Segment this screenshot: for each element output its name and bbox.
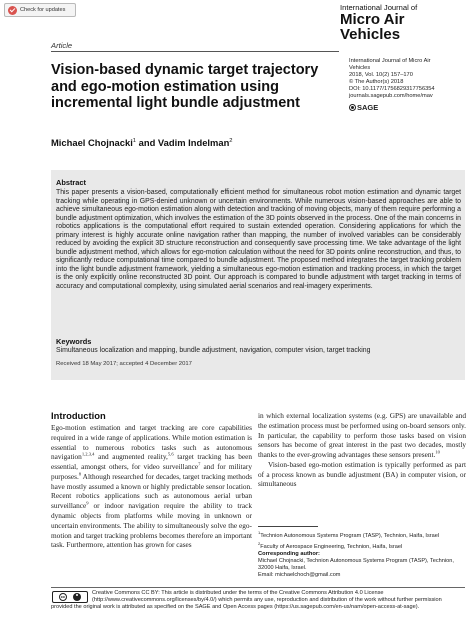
body-text: and augmented reality, [94, 452, 168, 462]
body-text: or indoor navigation require the ability to track dynamic objects from platforms while moving in unknown or uncertain environments. The ability to simultaneously solve the ego-motion and target tracking problems becomes therefore an important task. Furthermore, attention has grown for cases [51, 501, 252, 550]
body-text: Although researched for decades, target tracking methods have mostly assumed a known or highly predictable sensor location. Recent robotics applications such as autonomous aerial urban surveillance [51, 471, 252, 511]
footnote-text: Technion Autonomous Systems Program (TASP), Technion, Haifa, Israel [260, 532, 440, 539]
journal-masthead [340, 4, 460, 42]
author-list [51, 137, 233, 148]
body-text: and for military purposes. [51, 462, 252, 481]
corresponding-author-heading: Corresponding author: [258, 551, 320, 557]
by-mark-icon [73, 593, 81, 601]
citation-ref[interactable]: 9 [86, 500, 89, 506]
journal-name-line1: International Journal of [340, 3, 418, 12]
publisher-logo [349, 104, 465, 111]
check-for-updates-label: Check for updates [20, 7, 66, 13]
journal-home-link[interactable]: journals.sagepub.com/home/mav [349, 93, 433, 100]
body-paragraph: Vision-based ego-motion estimation is typically performed as part of a process known as bundle adjustment (BA) in computer vision, or simultaneous [258, 459, 466, 489]
body-column-left [51, 423, 252, 550]
corresponding-email[interactable]: Email: michaelchoch@gmail.com [258, 572, 341, 579]
license-divider [51, 587, 465, 588]
citation-ref[interactable]: 10 [435, 449, 440, 455]
check-for-updates-button[interactable] [4, 3, 76, 17]
abstract-text: This paper presents a vision-based, computationally efficient method for simultaneous robot motion estimation and dynamic target tracking while operating in GPS-denied unknown or uncertain environments. While numerous vision-based approaches are able to achieve simultaneous ego-motion estimation along with detection and tracking of moving objects, many of them require performing a bundle adjustment optimization, which involves the estimation of the 3D points observed in the process. One of the main concerns in robotics applications is the computational effort required to sustain extended operation. Considering applications for which the primary interest is highly accurate online navigation rather than mapping, the number of involved variables can be considerably reduced by avoiding the explicit 3D structure reconstruction and consequently save processing time. We take advantage of the light bundle adjustment method, which allows for ego-motion calculation without the need for 3D points online reconstruction, and thus, to significantly reduce computational time compared to bundle adjustment. The proposed method integrates the target tracking problem into the light bundle adjustment framework, yielding a simultaneous ego-motion estimation and tracking process, in which the target is the only explicitly online reconstructed 3D point. Our approach is compared to bundle adjustment with target tracking in terms of accuracy and computational complexity, using simulated aerial scenarios and real-imagery experiments. [56, 189, 461, 291]
citation-ref[interactable]: 8 [78, 471, 82, 477]
creative-commons-by-icon[interactable] [52, 591, 88, 603]
check-for-updates-icon [8, 6, 17, 15]
journal-name-line2: Micro Air [340, 11, 405, 28]
keywords-heading: Keywords [56, 337, 92, 346]
body-text: target tracking has been essential, amongst others, for video surveillance [51, 452, 253, 472]
footnote-item [258, 540, 466, 551]
body-text: Ego-motion estimation and target tracking are core capabilities required in a wide range of applications. While motion estimation is essential to numerous robotics tasks such as autonomous navigation [51, 423, 252, 462]
footnote-divider [258, 526, 318, 527]
footnote-item [258, 529, 466, 540]
corresponding-address: Michael Chojnacki, Technion Autonomous Systems Program (TASP), Technion, 32000 Haifa, Israel. [258, 558, 454, 572]
doi-link[interactable]: DOI: 10.1177/1756829317756354 [349, 86, 435, 93]
meta-line: © The Author(s) 2018 [349, 79, 404, 86]
author-joiner: and [136, 137, 158, 148]
publisher-name: SAGE [357, 102, 379, 112]
footnote-marker: 1 [258, 530, 261, 535]
license-text-continued: provided the original work is attributed as specified on the SAGE and Open Access pages (https://us.sagepub.com/en-us/nam/open-access-at-sage). [51, 604, 420, 610]
cc-mark: cc [60, 594, 66, 599]
submission-dates: Received 18 May 2017; accepted 4 December 2017 [56, 361, 192, 367]
citation-ref[interactable]: 5,6 [167, 451, 174, 457]
citation-ref[interactable]: 1,2,3,4 [81, 451, 95, 457]
body-paragraph [258, 411, 466, 460]
corresponding-author-details [258, 558, 466, 579]
header-divider [51, 51, 339, 52]
publication-metadata [349, 58, 465, 111]
affiliation-footnotes [258, 529, 466, 551]
abstract-heading: Abstract [56, 178, 86, 187]
sage-logo-icon [349, 104, 356, 111]
meta-line: Vehicles [349, 65, 371, 72]
journal-name-line3: Vehicles [340, 26, 401, 43]
body-column-right [258, 411, 466, 489]
article-type-label: Article [51, 41, 73, 50]
keywords-text: Simultaneous localization and mapping, bundle adjustment, navigation, computer vision, target tracking [56, 347, 371, 354]
footnote-marker: 2 [258, 540, 261, 546]
author-name: Vadim Indelman [157, 137, 230, 148]
introduction-heading: Introduction [51, 410, 106, 421]
citation-ref[interactable]: 7 [198, 461, 201, 467]
paper-title: Vision-based dynamic target trajectory and ego-motion estimation using incremental light bundle adjustment [51, 62, 319, 111]
meta-line: 2018, Vol. 10(2) 157–170 [349, 72, 413, 79]
author-name: Michael Chojnacki [51, 137, 133, 148]
affiliation-marker: 2 [229, 137, 233, 144]
footnote-text: Faculty of Aerospace Engineering, Technion, Haifa, Israel [260, 543, 403, 550]
body-text: in which external localization systems (e.g. GPS) are unavailable and the estimation process must be performed using on-board sensors only. In particular, the capability to perform those tasks based on vision sensors has become of great interest in the past two decades, mostly thanks to the ever-growing advantages these sensors present. [258, 411, 466, 460]
affiliation-marker: 1 [132, 137, 137, 144]
license-text: Creative Commons CC BY: This article is distributed under the terms of the Creative Commons Attribution 4.0 License (http://www.creativecommons.org/licenses/by/4.0/) which permits any use, reproduction and distribution of the work without further permission [92, 590, 442, 604]
meta-line: International Journal of Micro Air [349, 58, 431, 64]
